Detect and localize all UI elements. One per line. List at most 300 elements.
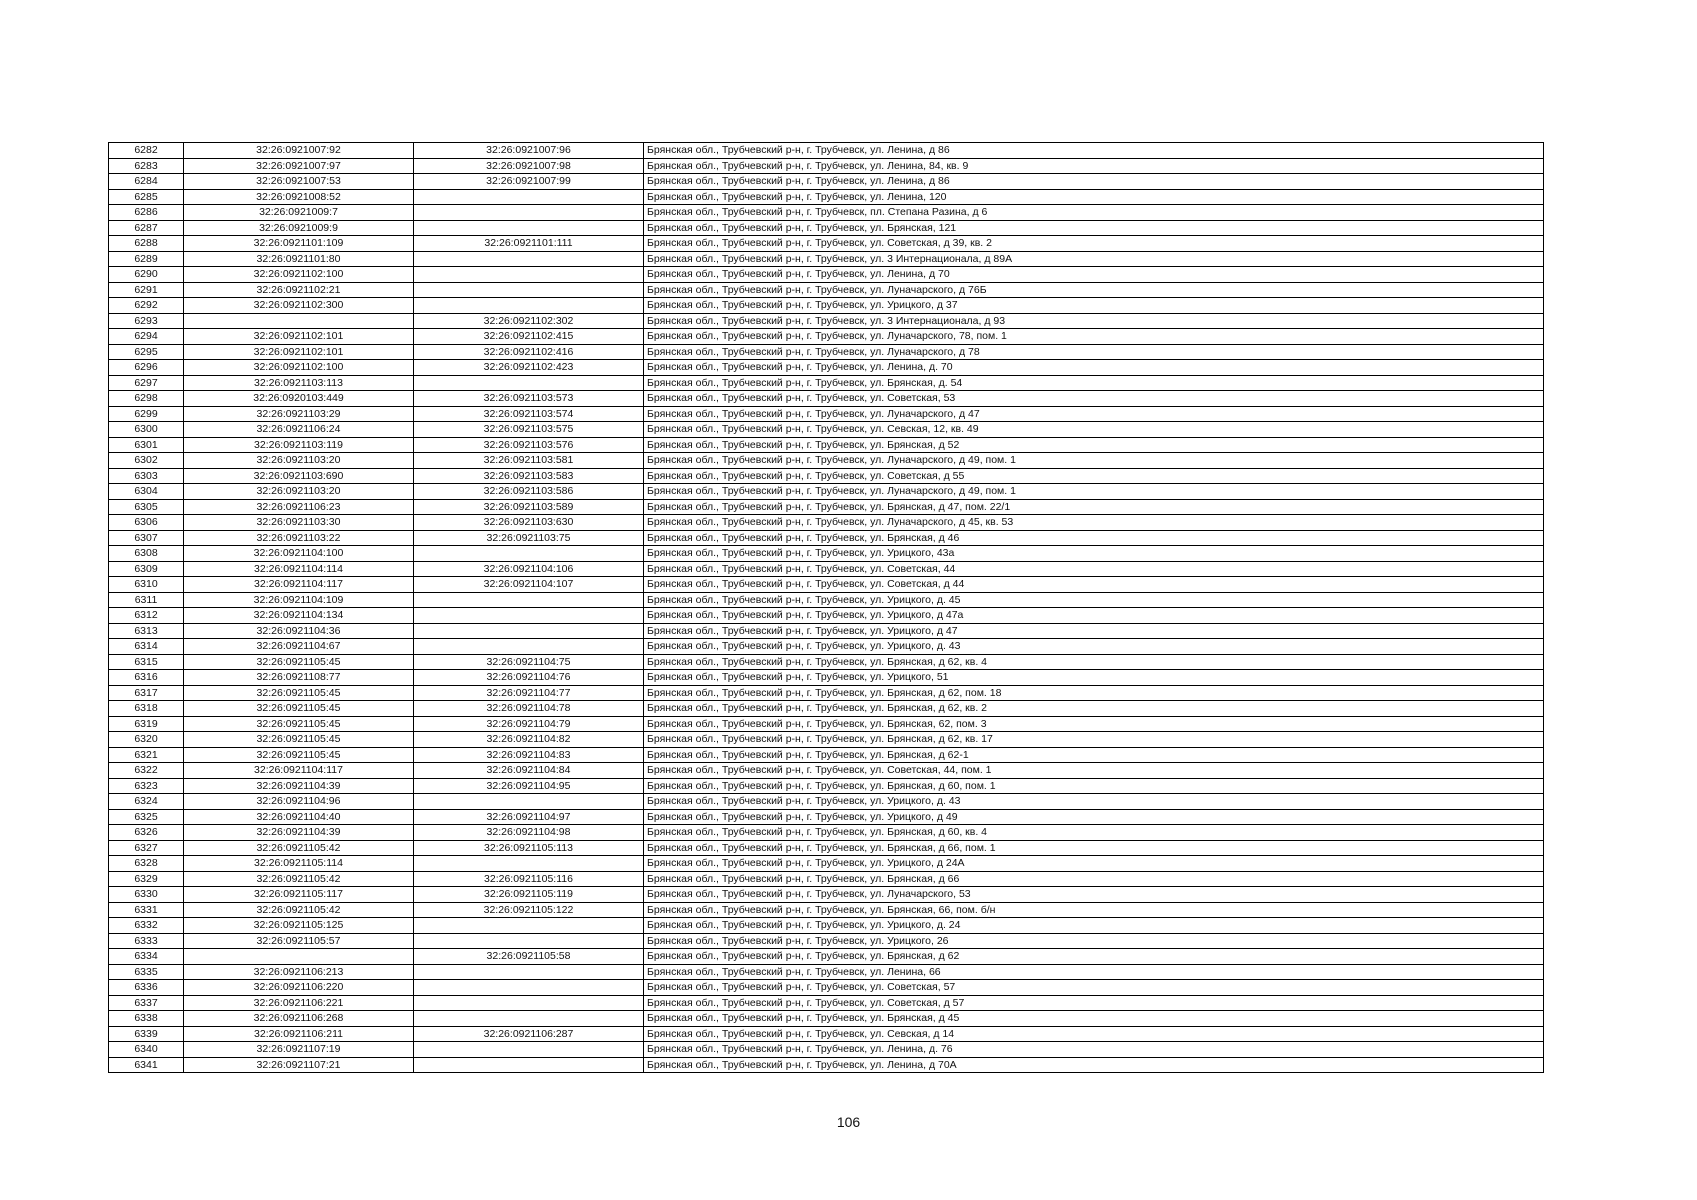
table-row (109, 329, 1544, 345)
cadastral-number-cell: 32:26:0921105:114 (184, 856, 414, 872)
table-row (109, 639, 1544, 655)
row-number-cell: 6327 (109, 840, 184, 856)
row-number-cell: 6331 (109, 902, 184, 918)
related-cadastral-number-cell (414, 933, 644, 949)
table-row (109, 608, 1544, 624)
address-cell: Брянская обл., Трубчевский р-н, г. Трубчевск, ул. Ленина, д. 76 (644, 1042, 1544, 1058)
related-cadastral-number-cell: 32:26:0921104:78 (414, 701, 644, 717)
address-cell: Брянская обл., Трубчевский р-н, г. Трубчевск, ул. Советская, 44, пом. 1 (644, 763, 1544, 779)
address-cell: Брянская обл., Трубчевский р-н, г. Трубчевск, ул. Брянская, д 46 (644, 530, 1544, 546)
address-cell: Брянская обл., Трубчевский р-н, г. Трубчевск, ул. Урицкого, д 47 (644, 623, 1544, 639)
cadastral-number-cell: 32:26:0921106:220 (184, 980, 414, 996)
related-cadastral-number-cell: 32:26:0921103:589 (414, 499, 644, 515)
row-number-cell: 6335 (109, 964, 184, 980)
cadastral-table-body (109, 143, 1544, 1073)
address-cell: Брянская обл., Трубчевский р-н, г. Трубчевск, ул. Луначарского, 78, пом. 1 (644, 329, 1544, 345)
cadastral-number-cell: 32:26:0921104:67 (184, 639, 414, 655)
table-row (109, 1011, 1544, 1027)
address-cell: Брянская обл., Трубчевский р-н, г. Трубчевск, ул. Советская, д 55 (644, 468, 1544, 484)
table-row (109, 313, 1544, 329)
cadastral-number-cell: 32:26:0921101:80 (184, 251, 414, 267)
related-cadastral-number-cell (414, 1057, 644, 1073)
cadastral-number-cell: 32:26:0921108:77 (184, 670, 414, 686)
row-number-cell: 6315 (109, 654, 184, 670)
related-cadastral-number-cell (414, 1011, 644, 1027)
table-row (109, 422, 1544, 438)
related-cadastral-number-cell: 32:26:0921104:107 (414, 577, 644, 593)
related-cadastral-number-cell: 32:26:0921104:77 (414, 685, 644, 701)
address-cell: Брянская обл., Трубчевский р-н, г. Трубчевск, ул. Ленина, д 70 (644, 267, 1544, 283)
row-number-cell: 6326 (109, 825, 184, 841)
related-cadastral-number-cell: 32:26:0921104:79 (414, 716, 644, 732)
row-number-cell: 6337 (109, 995, 184, 1011)
related-cadastral-number-cell (414, 964, 644, 980)
cadastral-number-cell: 32:26:0921104:96 (184, 794, 414, 810)
related-cadastral-number-cell (414, 592, 644, 608)
cadastral-number-cell: 32:26:0921104:114 (184, 561, 414, 577)
table-row (109, 453, 1544, 469)
address-cell: Брянская обл., Трубчевский р-н, г. Трубчевск, ул. Ленина, д 86 (644, 174, 1544, 190)
table-row (109, 375, 1544, 391)
table-row (109, 995, 1544, 1011)
cadastral-number-cell: 32:26:0921103:113 (184, 375, 414, 391)
cadastral-number-cell: 32:26:0921105:45 (184, 747, 414, 763)
address-cell: Брянская обл., Трубчевский р-н, г. Трубчевск, ул. Советская, 44 (644, 561, 1544, 577)
address-cell: Брянская обл., Трубчевский р-н, г. Трубчевск, ул. Брянская, д 62, пом. 18 (644, 685, 1544, 701)
related-cadastral-number-cell: 32:26:0921104:95 (414, 778, 644, 794)
address-cell: Брянская обл., Трубчевский р-н, г. Трубчевск, ул. Брянская, д 62, кв. 4 (644, 654, 1544, 670)
related-cadastral-number-cell (414, 623, 644, 639)
row-number-cell: 6287 (109, 220, 184, 236)
row-number-cell: 6308 (109, 546, 184, 562)
row-number-cell: 6313 (109, 623, 184, 639)
related-cadastral-number-cell (414, 794, 644, 810)
row-number-cell: 6324 (109, 794, 184, 810)
address-cell: Брянская обл., Трубчевский р-н, г. Трубчевск, ул. Ленина, 120 (644, 189, 1544, 205)
related-cadastral-number-cell (414, 220, 644, 236)
table-row (109, 1042, 1544, 1058)
cadastral-number-cell: 32:26:0921105:125 (184, 918, 414, 934)
row-number-cell: 6304 (109, 484, 184, 500)
row-number-cell: 6328 (109, 856, 184, 872)
cadastral-number-cell: 32:26:0921103:20 (184, 484, 414, 500)
cadastral-number-cell: 32:26:0921103:22 (184, 530, 414, 546)
row-number-cell: 6323 (109, 778, 184, 794)
row-number-cell: 6289 (109, 251, 184, 267)
related-cadastral-number-cell: 32:26:0921105:113 (414, 840, 644, 856)
address-cell: Брянская обл., Трубчевский р-н, г. Трубчевск, ул. Брянская, д 62-1 (644, 747, 1544, 763)
table-row (109, 949, 1544, 965)
related-cadastral-number-cell: 32:26:0921104:98 (414, 825, 644, 841)
cadastral-number-cell: 32:26:0921105:117 (184, 887, 414, 903)
cadastral-number-cell: 32:26:0921107:19 (184, 1042, 414, 1058)
row-number-cell: 6332 (109, 918, 184, 934)
row-number-cell: 6321 (109, 747, 184, 763)
cadastral-number-cell: 32:26:0921103:29 (184, 406, 414, 422)
table-row (109, 251, 1544, 267)
table-row (109, 468, 1544, 484)
related-cadastral-number-cell: 32:26:0921105:119 (414, 887, 644, 903)
row-number-cell: 6316 (109, 670, 184, 686)
row-number-cell: 6299 (109, 406, 184, 422)
address-cell: Брянская обл., Трубчевский р-н, г. Трубчевск, ул. Урицкого, 43а (644, 546, 1544, 562)
address-cell: Брянская обл., Трубчевский р-н, г. Трубчевск, ул. Урицкого, д 24А (644, 856, 1544, 872)
row-number-cell: 6290 (109, 267, 184, 283)
related-cadastral-number-cell: 32:26:0921103:573 (414, 391, 644, 407)
row-number-cell: 6292 (109, 298, 184, 314)
address-cell: Брянская обл., Трубчевский р-н, г. Трубчевск, ул. Брянская, д 60, кв. 4 (644, 825, 1544, 841)
address-cell: Брянская обл., Трубчевский р-н, г. Трубчевск, ул. Ленина, д. 70 (644, 360, 1544, 376)
row-number-cell: 6330 (109, 887, 184, 903)
cadastral-number-cell: 32:26:0921103:690 (184, 468, 414, 484)
row-number-cell: 6329 (109, 871, 184, 887)
cadastral-number-cell (184, 949, 414, 965)
cadastral-number-cell: 32:26:0921104:39 (184, 825, 414, 841)
address-cell: Брянская обл., Трубчевский р-н, г. Трубчевск, ул. Луначарского, д 47 (644, 406, 1544, 422)
row-number-cell: 6336 (109, 980, 184, 996)
related-cadastral-number-cell: 32:26:0921103:575 (414, 422, 644, 438)
table-row (109, 809, 1544, 825)
related-cadastral-number-cell (414, 856, 644, 872)
related-cadastral-number-cell: 32:26:0921007:99 (414, 174, 644, 190)
table-row (109, 561, 1544, 577)
address-cell: Брянская обл., Трубчевский р-н, г. Трубчевск, ул. Ленина, 66 (644, 964, 1544, 980)
related-cadastral-number-cell: 32:26:0921103:75 (414, 530, 644, 546)
related-cadastral-number-cell (414, 189, 644, 205)
cadastral-number-cell: 32:26:0921106:211 (184, 1026, 414, 1042)
address-cell: Брянская обл., Трубчевский р-н, г. Трубчевск, ул. Севская, д 14 (644, 1026, 1544, 1042)
cadastral-number-cell: 32:26:0921105:45 (184, 654, 414, 670)
row-number-cell: 6303 (109, 468, 184, 484)
related-cadastral-number-cell: 32:26:0921104:84 (414, 763, 644, 779)
address-cell: Брянская обл., Трубчевский р-н, г. Трубчевск, ул. Советская, 57 (644, 980, 1544, 996)
cadastral-number-cell: 32:26:0921105:42 (184, 871, 414, 887)
related-cadastral-number-cell: 32:26:0921104:83 (414, 747, 644, 763)
related-cadastral-number-cell: 32:26:0921007:96 (414, 143, 644, 159)
cadastral-number-cell: 32:26:0921106:213 (184, 964, 414, 980)
related-cadastral-number-cell: 32:26:0921102:415 (414, 329, 644, 345)
row-number-cell: 6282 (109, 143, 184, 159)
row-number-cell: 6338 (109, 1011, 184, 1027)
row-number-cell: 6297 (109, 375, 184, 391)
row-number-cell: 6301 (109, 437, 184, 453)
address-cell: Брянская обл., Трубчевский р-н, г. Трубчевск, ул. Брянская, 121 (644, 220, 1544, 236)
row-number-cell: 6286 (109, 205, 184, 221)
address-cell: Брянская обл., Трубчевский р-н, г. Трубчевск, ул. Севская, 12, кв. 49 (644, 422, 1544, 438)
related-cadastral-number-cell: 32:26:0921103:576 (414, 437, 644, 453)
row-number-cell: 6285 (109, 189, 184, 205)
related-cadastral-number-cell: 32:26:0921104:76 (414, 670, 644, 686)
row-number-cell: 6318 (109, 701, 184, 717)
table-row (109, 515, 1544, 531)
table-row (109, 902, 1544, 918)
cadastral-number-cell: 32:26:0921104:36 (184, 623, 414, 639)
table-row (109, 391, 1544, 407)
address-cell: Брянская обл., Трубчевский р-н, г. Трубчевск, ул. Советская, 53 (644, 391, 1544, 407)
address-cell: Брянская обл., Трубчевский р-н, г. Трубчевск, ул. Советская, д 39, кв. 2 (644, 236, 1544, 252)
row-number-cell: 6341 (109, 1057, 184, 1073)
address-cell: Брянская обл., Трубчевский р-н, г. Трубчевск, ул. Советская, д 57 (644, 995, 1544, 1011)
cadastral-number-cell: 32:26:0921105:45 (184, 701, 414, 717)
related-cadastral-number-cell (414, 298, 644, 314)
related-cadastral-number-cell: 32:26:0921104:106 (414, 561, 644, 577)
address-cell: Брянская обл., Трубчевский р-н, г. Трубчевск, ул. Урицкого, д 37 (644, 298, 1544, 314)
row-number-cell: 6314 (109, 639, 184, 655)
table-row (109, 887, 1544, 903)
address-cell: Брянская обл., Трубчевский р-н, г. Трубчевск, ул. Брянская, д 66, пом. 1 (644, 840, 1544, 856)
related-cadastral-number-cell (414, 282, 644, 298)
cadastral-number-cell: 32:26:0921106:268 (184, 1011, 414, 1027)
related-cadastral-number-cell (414, 980, 644, 996)
row-number-cell: 6311 (109, 592, 184, 608)
address-cell: Брянская обл., Трубчевский р-н, г. Трубчевск, пл. Степана Разина, д 6 (644, 205, 1544, 221)
related-cadastral-number-cell: 32:26:0921007:98 (414, 158, 644, 174)
related-cadastral-number-cell (414, 546, 644, 562)
address-cell: Брянская обл., Трубчевский р-н, г. Трубчевск, ул. Брянская, д 60, пом. 1 (644, 778, 1544, 794)
address-cell: Брянская обл., Трубчевский р-н, г. Трубчевск, ул. Урицкого, д. 43 (644, 639, 1544, 655)
table-row (109, 484, 1544, 500)
row-number-cell: 6288 (109, 236, 184, 252)
cadastral-number-cell: 32:26:0921101:109 (184, 236, 414, 252)
address-cell: Брянская обл., Трубчевский р-н, г. Трубчевск, ул. Луначарского, д 49, пом. 1 (644, 484, 1544, 500)
row-number-cell: 6291 (109, 282, 184, 298)
address-cell: Брянская обл., Трубчевский р-н, г. Трубчевск, ул. Урицкого, д. 45 (644, 592, 1544, 608)
related-cadastral-number-cell: 32:26:0921103:630 (414, 515, 644, 531)
address-cell: Брянская обл., Трубчевский р-н, г. Трубчевск, ул. Брянская, 66, пом. б/н (644, 902, 1544, 918)
cadastral-number-cell: 32:26:0921105:42 (184, 902, 414, 918)
table-row (109, 143, 1544, 159)
table-row (109, 530, 1544, 546)
cadastral-number-cell: 32:26:0921102:101 (184, 344, 414, 360)
address-cell: Брянская обл., Трубчевский р-н, г. Трубчевск, ул. Брянская, д 62, кв. 2 (644, 701, 1544, 717)
table-row (109, 933, 1544, 949)
related-cadastral-number-cell (414, 205, 644, 221)
cadastral-number-cell: 32:26:0921107:21 (184, 1057, 414, 1073)
table-row (109, 1026, 1544, 1042)
address-cell: Брянская обл., Трубчевский р-н, г. Трубчевск, ул. Брянская, д 45 (644, 1011, 1544, 1027)
cadastral-number-cell: 32:26:0921105:42 (184, 840, 414, 856)
cadastral-number-cell: 32:26:0921104:100 (184, 546, 414, 562)
cadastral-number-cell: 32:26:0921007:97 (184, 158, 414, 174)
row-number-cell: 6325 (109, 809, 184, 825)
related-cadastral-number-cell: 32:26:0921105:122 (414, 902, 644, 918)
address-cell: Брянская обл., Трубчевский р-н, г. Трубчевск, ул. Луначарского, д 49, пом. 1 (644, 453, 1544, 469)
cadastral-number-cell: 32:26:0921007:92 (184, 143, 414, 159)
address-cell: Брянская обл., Трубчевский р-н, г. Трубчевск, ул. Луначарского, д 76Б (644, 282, 1544, 298)
table-row (109, 298, 1544, 314)
related-cadastral-number-cell: 32:26:0921105:116 (414, 871, 644, 887)
row-number-cell: 6309 (109, 561, 184, 577)
cadastral-number-cell: 32:26:0921102:300 (184, 298, 414, 314)
cadastral-number-cell: 32:26:0921103:30 (184, 515, 414, 531)
row-number-cell: 6339 (109, 1026, 184, 1042)
related-cadastral-number-cell: 32:26:0921103:583 (414, 468, 644, 484)
address-cell: Брянская обл., Трубчевский р-н, г. Трубчевск, ул. 3 Интернационала, д 93 (644, 313, 1544, 329)
row-number-cell: 6307 (109, 530, 184, 546)
related-cadastral-number-cell (414, 918, 644, 934)
related-cadastral-number-cell: 32:26:0921104:97 (414, 809, 644, 825)
row-number-cell: 6322 (109, 763, 184, 779)
table-row (109, 794, 1544, 810)
table-row (109, 623, 1544, 639)
related-cadastral-number-cell (414, 995, 644, 1011)
table-row (109, 282, 1544, 298)
table-row (109, 654, 1544, 670)
cadastral-number-cell: 32:26:0921102:100 (184, 360, 414, 376)
table-row (109, 701, 1544, 717)
row-number-cell: 6283 (109, 158, 184, 174)
row-number-cell: 6294 (109, 329, 184, 345)
row-number-cell: 6302 (109, 453, 184, 469)
table-row (109, 267, 1544, 283)
related-cadastral-number-cell: 32:26:0921104:75 (414, 654, 644, 670)
address-cell: Брянская обл., Трубчевский р-н, г. Трубчевск, ул. Брянская, д 62, кв. 17 (644, 732, 1544, 748)
related-cadastral-number-cell: 32:26:0921101:111 (414, 236, 644, 252)
table-row (109, 1057, 1544, 1073)
address-cell: Брянская обл., Трубчевский р-н, г. Трубчевск, ул. Ленина, д 70А (644, 1057, 1544, 1073)
table-row (109, 499, 1544, 515)
row-number-cell: 6295 (109, 344, 184, 360)
table-row (109, 236, 1544, 252)
cadastral-number-cell: 32:26:0921102:101 (184, 329, 414, 345)
row-number-cell: 6293 (109, 313, 184, 329)
cadastral-number-cell: 32:26:0921104:39 (184, 778, 414, 794)
address-cell: Брянская обл., Трубчевский р-н, г. Трубчевск, ул. 3 Интернационала, д 89А (644, 251, 1544, 267)
table-row (109, 980, 1544, 996)
table-row (109, 344, 1544, 360)
cadastral-number-cell: 32:26:0921102:21 (184, 282, 414, 298)
cadastral-number-cell: 32:26:0921009:7 (184, 205, 414, 221)
cadastral-number-cell: 32:26:0921104:117 (184, 763, 414, 779)
table-row (109, 158, 1544, 174)
table-row (109, 732, 1544, 748)
address-cell: Брянская обл., Трубчевский р-н, г. Трубчевск, ул. Урицкого, д. 43 (644, 794, 1544, 810)
row-number-cell: 6320 (109, 732, 184, 748)
row-number-cell: 6340 (109, 1042, 184, 1058)
cadastral-number-cell: 32:26:0921105:45 (184, 685, 414, 701)
table-row (109, 871, 1544, 887)
table-row (109, 840, 1544, 856)
address-cell: Брянская обл., Трубчевский р-н, г. Трубчевск, ул. Брянская, 62, пом. 3 (644, 716, 1544, 732)
related-cadastral-number-cell (414, 251, 644, 267)
table-row (109, 747, 1544, 763)
related-cadastral-number-cell: 32:26:0921103:586 (414, 484, 644, 500)
table-row (109, 918, 1544, 934)
table-row (109, 685, 1544, 701)
table-row (109, 778, 1544, 794)
row-number-cell: 6300 (109, 422, 184, 438)
cadastral-number-cell: 32:26:0921104:134 (184, 608, 414, 624)
address-cell: Брянская обл., Трубчевский р-н, г. Трубчевск, ул. Луначарского, д 45, кв. 53 (644, 515, 1544, 531)
cadastral-number-cell: 32:26:0920103:449 (184, 391, 414, 407)
table-row (109, 174, 1544, 190)
row-number-cell: 6334 (109, 949, 184, 965)
address-cell: Брянская обл., Трубчевский р-н, г. Трубчевск, ул. Брянская, д 66 (644, 871, 1544, 887)
table-row (109, 406, 1544, 422)
table-row (109, 205, 1544, 221)
table-row (109, 670, 1544, 686)
related-cadastral-number-cell (414, 267, 644, 283)
table-row (109, 220, 1544, 236)
related-cadastral-number-cell (414, 1042, 644, 1058)
table-row (109, 825, 1544, 841)
related-cadastral-number-cell (414, 639, 644, 655)
related-cadastral-number-cell: 32:26:0921102:423 (414, 360, 644, 376)
cadastral-number-cell: 32:26:0921105:45 (184, 716, 414, 732)
table-row (109, 716, 1544, 732)
table-row (109, 592, 1544, 608)
related-cadastral-number-cell: 32:26:0921106:287 (414, 1026, 644, 1042)
cadastral-number-cell: 32:26:0921102:100 (184, 267, 414, 283)
cadastral-number-cell: 32:26:0921103:20 (184, 453, 414, 469)
row-number-cell: 6296 (109, 360, 184, 376)
address-cell: Брянская обл., Трубчевский р-н, г. Трубчевск, ул. Урицкого, д 49 (644, 809, 1544, 825)
address-cell: Брянская обл., Трубчевский р-н, г. Трубчевск, ул. Брянская, д 62 (644, 949, 1544, 965)
table-row (109, 546, 1544, 562)
address-cell: Брянская обл., Трубчевский р-н, г. Трубчевск, ул. Луначарского, 53 (644, 887, 1544, 903)
row-number-cell: 6306 (109, 515, 184, 531)
table-row (109, 360, 1544, 376)
row-number-cell: 6305 (109, 499, 184, 515)
table-row (109, 437, 1544, 453)
row-number-cell: 6319 (109, 716, 184, 732)
address-cell: Брянская обл., Трубчевский р-н, г. Трубчевск, ул. Урицкого, д 47а (644, 608, 1544, 624)
related-cadastral-number-cell: 32:26:0921102:302 (414, 313, 644, 329)
cadastral-number-cell: 32:26:0921106:24 (184, 422, 414, 438)
cadastral-number-cell (184, 313, 414, 329)
table-row (109, 964, 1544, 980)
cadastral-number-cell: 32:26:0921106:23 (184, 499, 414, 515)
row-number-cell: 6310 (109, 577, 184, 593)
address-cell: Брянская обл., Трубчевский р-н, г. Трубчевск, ул. Советская, д 44 (644, 577, 1544, 593)
page-number: 106 (836, 1114, 861, 1130)
related-cadastral-number-cell: 32:26:0921105:58 (414, 949, 644, 965)
address-cell: Брянская обл., Трубчевский р-н, г. Трубчевск, ул. Брянская, д 47, пом. 22/1 (644, 499, 1544, 515)
cadastral-table (108, 142, 1544, 1073)
row-number-cell: 6333 (109, 933, 184, 949)
cadastral-number-cell: 32:26:0921105:45 (184, 732, 414, 748)
cadastral-number-cell: 32:26:0921104:117 (184, 577, 414, 593)
table-row (109, 856, 1544, 872)
cadastral-number-cell: 32:26:0921104:40 (184, 809, 414, 825)
table-row (109, 763, 1544, 779)
cadastral-number-cell: 32:26:0921009:9 (184, 220, 414, 236)
row-number-cell: 6312 (109, 608, 184, 624)
row-number-cell: 6284 (109, 174, 184, 190)
address-cell: Брянская обл., Трубчевский р-н, г. Трубчевск, ул. Брянская, д 52 (644, 437, 1544, 453)
address-cell: Брянская обл., Трубчевский р-н, г. Трубчевск, ул. Ленина, 84, кв. 9 (644, 158, 1544, 174)
cadastral-number-cell: 32:26:0921106:221 (184, 995, 414, 1011)
address-cell: Брянская обл., Трубчевский р-н, г. Трубчевск, ул. Урицкого, д. 24 (644, 918, 1544, 934)
address-cell: Брянская обл., Трубчевский р-н, г. Трубчевск, ул. Луначарского, д 78 (644, 344, 1544, 360)
cadastral-number-cell: 32:26:0921008:52 (184, 189, 414, 205)
cadastral-number-cell: 32:26:0921103:119 (184, 437, 414, 453)
related-cadastral-number-cell: 32:26:0921103:574 (414, 406, 644, 422)
address-cell: Брянская обл., Трубчевский р-н, г. Трубчевск, ул. Ленина, д 86 (644, 143, 1544, 159)
address-cell: Брянская обл., Трубчевский р-н, г. Трубчевск, ул. Урицкого, 51 (644, 670, 1544, 686)
row-number-cell: 6298 (109, 391, 184, 407)
related-cadastral-number-cell (414, 608, 644, 624)
row-number-cell: 6317 (109, 685, 184, 701)
related-cadastral-number-cell: 32:26:0921103:581 (414, 453, 644, 469)
cadastral-number-cell: 32:26:0921105:57 (184, 933, 414, 949)
cadastral-number-cell: 32:26:0921007:53 (184, 174, 414, 190)
cadastral-number-cell: 32:26:0921104:109 (184, 592, 414, 608)
address-cell: Брянская обл., Трубчевский р-н, г. Трубчевск, ул. Урицкого, 26 (644, 933, 1544, 949)
related-cadastral-number-cell: 32:26:0921102:416 (414, 344, 644, 360)
related-cadastral-number-cell: 32:26:0921104:82 (414, 732, 644, 748)
table-row (109, 189, 1544, 205)
